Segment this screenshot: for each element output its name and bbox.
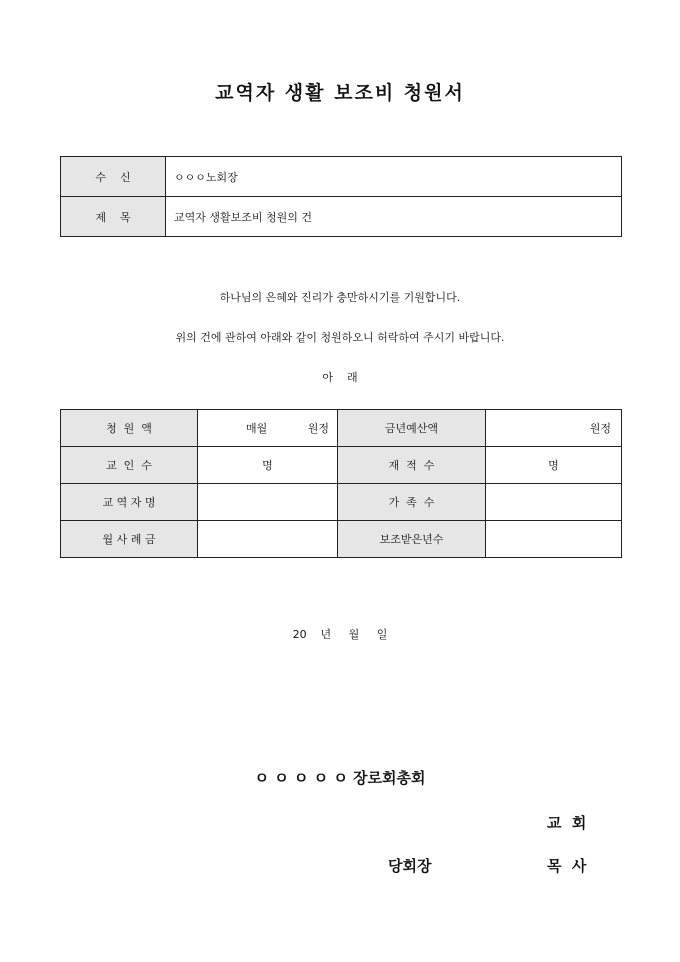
subject-label: 제 목 xyxy=(61,197,166,237)
subject-row xyxy=(61,197,622,237)
session-chair-label: 당회장 xyxy=(388,857,432,875)
petition-amount-cell xyxy=(198,410,338,447)
family-count-cell xyxy=(486,484,622,521)
date-line: 20 년 월 일 xyxy=(292,628,388,641)
monthly-salary-cell xyxy=(198,521,338,558)
won-unit: 원정 xyxy=(307,422,329,435)
detail-table xyxy=(60,409,622,558)
monthly-label: 매월 xyxy=(246,422,268,435)
petition-amount-row xyxy=(61,410,622,447)
assembly-name: ㅇ ㅇ ㅇ ㅇ ㅇ 장로회총회 xyxy=(254,769,426,787)
below-heading: 아 래 xyxy=(322,371,358,384)
pastor-label: 목 사 xyxy=(547,857,587,875)
recipient-row xyxy=(61,157,622,197)
document-title: 교역자 생활 보조비 청원서 xyxy=(215,82,465,104)
members-row xyxy=(61,447,622,484)
recipient-label: 수 신 xyxy=(61,157,166,197)
annual-budget-cell: 원정 xyxy=(486,410,622,447)
greeting-text: 하나님의 은혜와 진리가 충만하시기를 기원합니다. xyxy=(219,291,461,304)
members-cell: 명 xyxy=(198,447,338,484)
petition-amount-label: 청 원 액 xyxy=(61,410,198,447)
minister-name-cell xyxy=(198,484,338,521)
minister-name-label: 교 역 자 명 xyxy=(61,484,198,521)
header-table xyxy=(60,156,622,237)
registered-label: 재 적 수 xyxy=(338,447,486,484)
church-label: 교 회 xyxy=(547,814,587,832)
minister-row xyxy=(61,484,622,521)
registered-cell: 명 xyxy=(486,447,622,484)
years-supported-label: 보조받은년수 xyxy=(338,521,486,558)
annual-budget-label: 금년예산액 xyxy=(338,410,486,447)
subject-value: 교역자 생활보조비 청원의 건 xyxy=(166,197,622,237)
salary-row xyxy=(61,521,622,558)
family-count-label: 가 족 수 xyxy=(338,484,486,521)
years-supported-cell xyxy=(486,521,622,558)
monthly-salary-label: 월 사 례 금 xyxy=(61,521,198,558)
request-text: 위의 건에 관하여 아래와 같이 청원하오니 허락하여 주시기 바랍니다. xyxy=(175,331,505,344)
members-label: 교 인 수 xyxy=(61,447,198,484)
recipient-value: ㅇㅇㅇ노회장 xyxy=(166,157,622,197)
